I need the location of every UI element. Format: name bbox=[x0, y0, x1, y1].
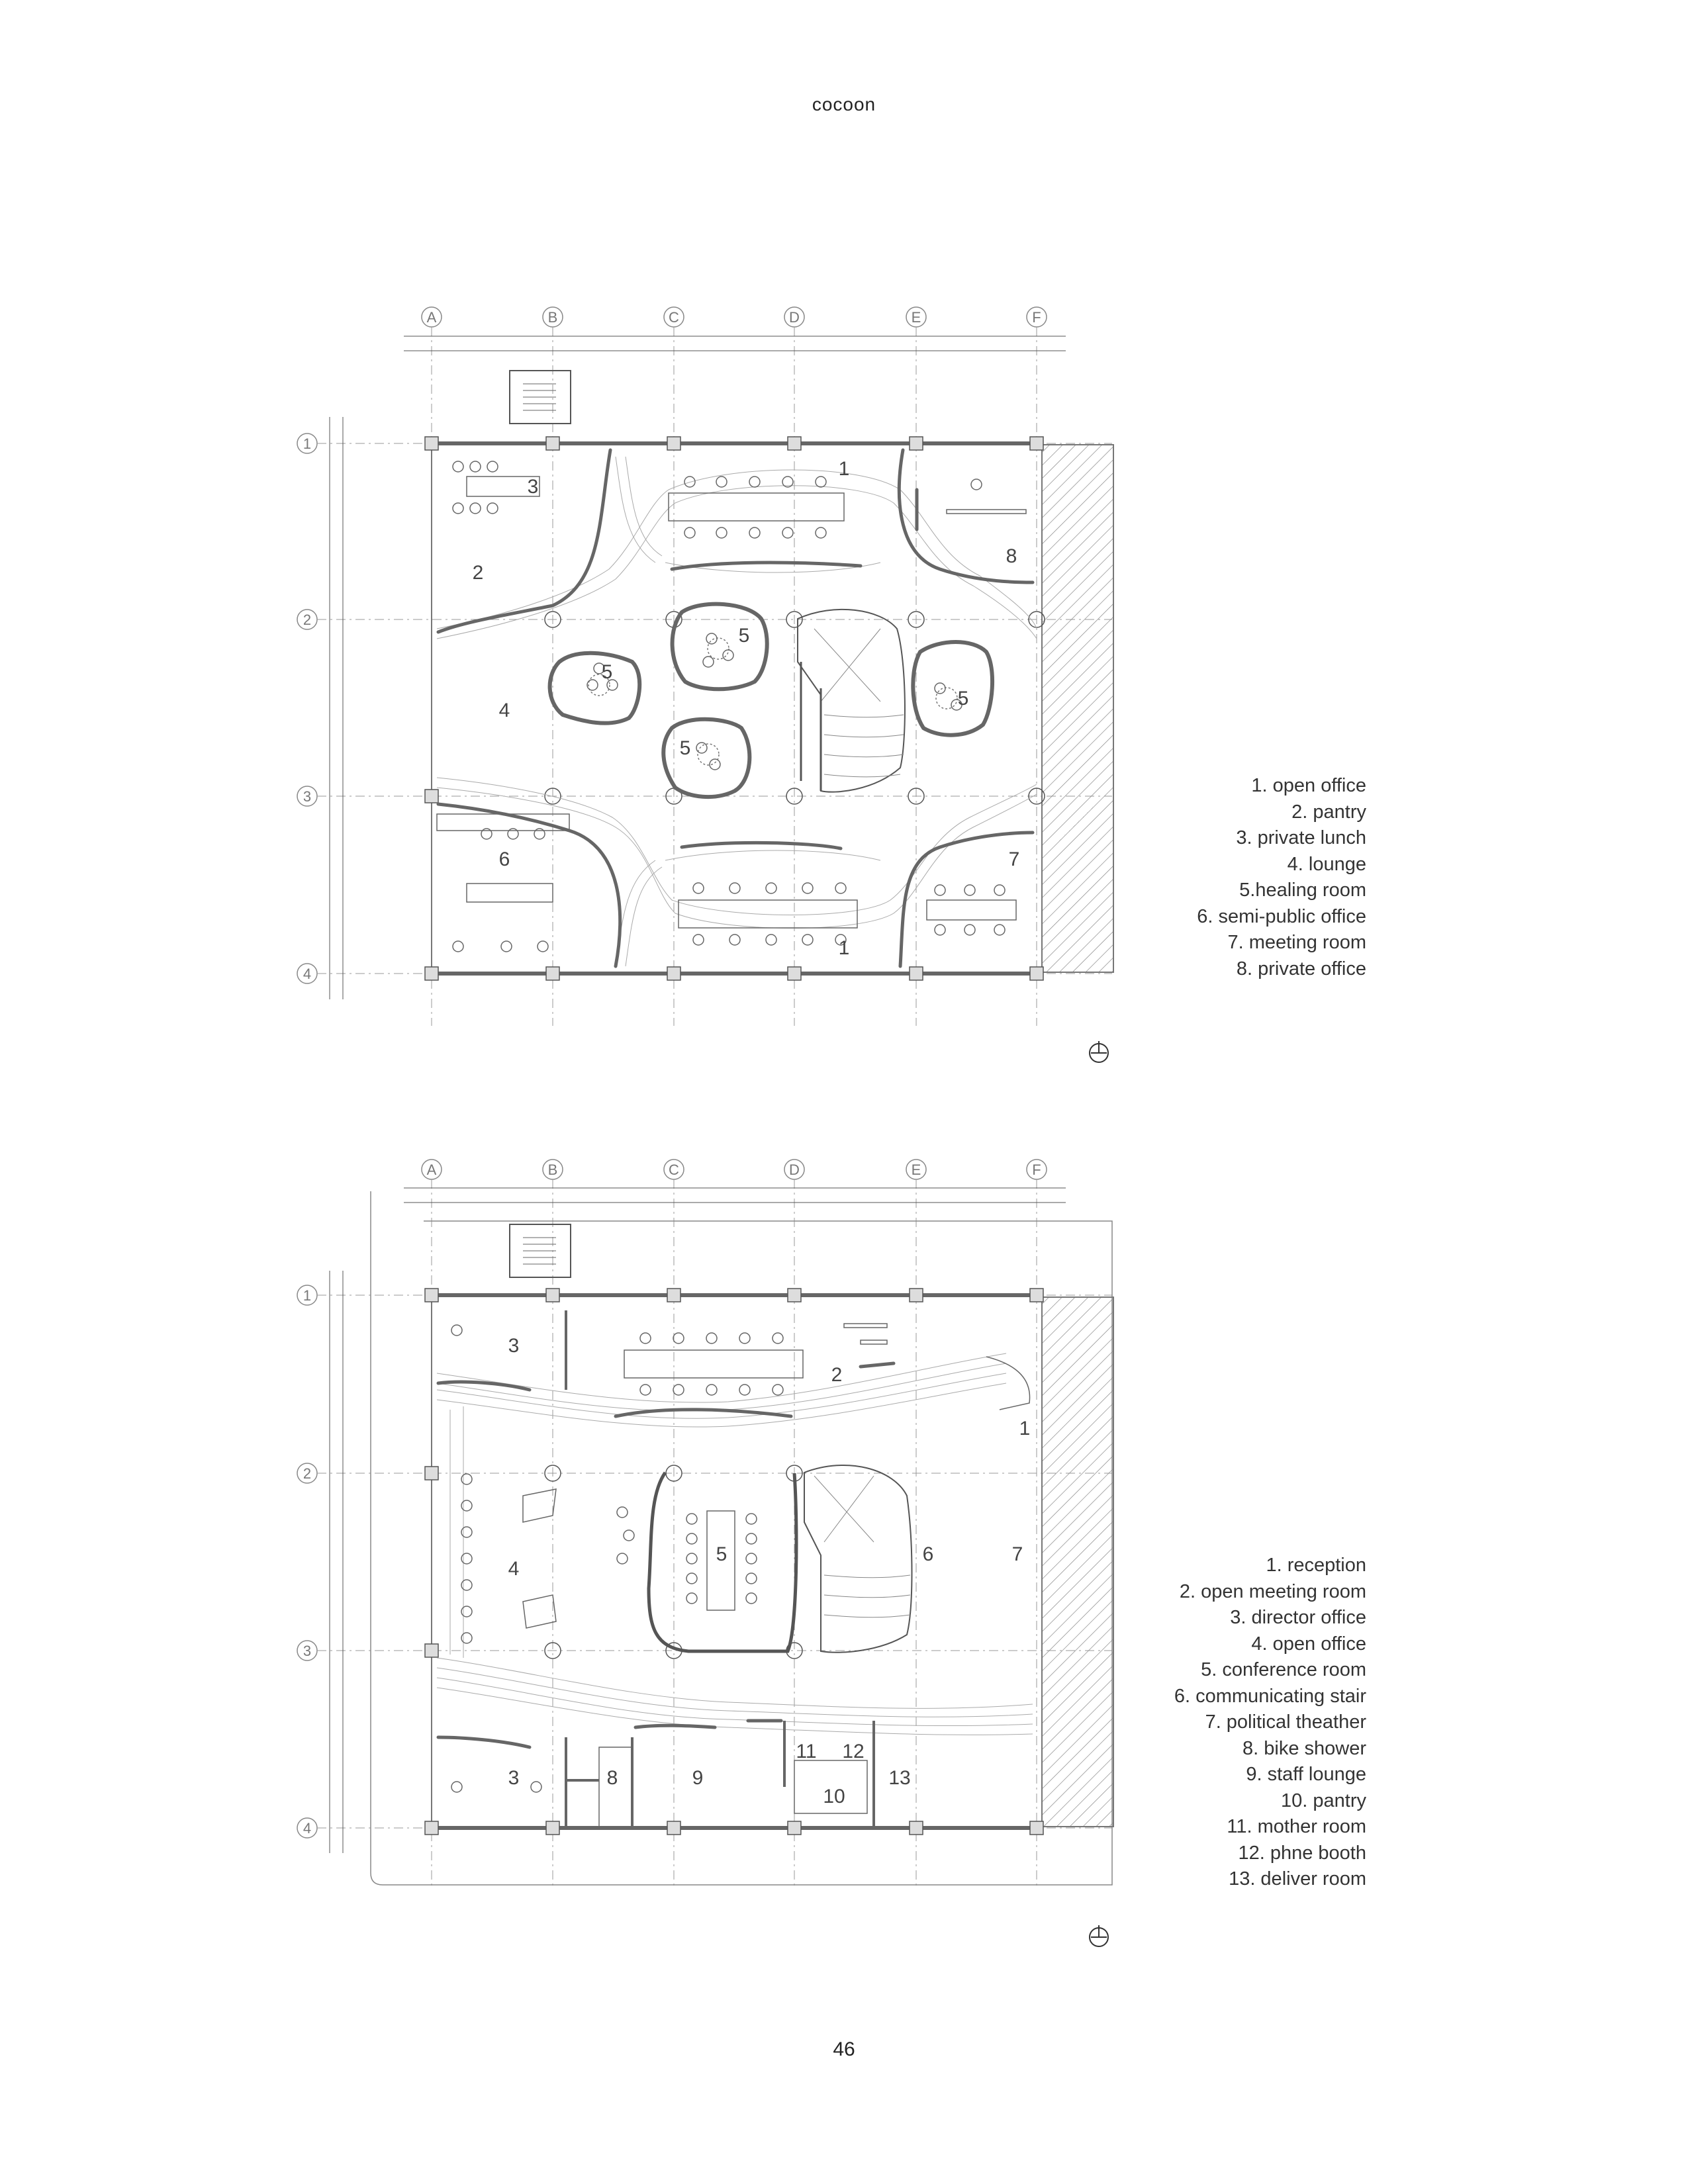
grid-col-f: F bbox=[1032, 309, 1041, 326]
room-label-2: 2 bbox=[831, 1364, 843, 1386]
legend-item: 5.healing room bbox=[1239, 880, 1366, 901]
room-label-3: 3 bbox=[508, 1335, 520, 1357]
room-label-5: 5 bbox=[601, 661, 613, 683]
room-label-1: 1 bbox=[838, 458, 850, 480]
room-label-2: 2 bbox=[472, 562, 484, 584]
legend-item: 4. lounge bbox=[1287, 853, 1366, 875]
room-label-4: 4 bbox=[508, 1558, 520, 1580]
legend-item: 3. private lunch bbox=[1236, 827, 1366, 848]
grid-row-3: 3 bbox=[303, 1643, 312, 1659]
legend-item: 10. pantry bbox=[1281, 1790, 1366, 1811]
room-label-5: 5 bbox=[716, 1543, 727, 1565]
legend-item: 12. phne booth bbox=[1238, 1842, 1366, 1864]
north-arrow-icon bbox=[1090, 1041, 1108, 1062]
legend-item: 6. semi-public office bbox=[1197, 905, 1366, 927]
room-label-7: 7 bbox=[1008, 848, 1020, 870]
grid-row-4: 4 bbox=[303, 1820, 312, 1837]
legend-item: 9. staff lounge bbox=[1246, 1764, 1366, 1785]
legend-item: 3. director office bbox=[1230, 1607, 1366, 1628]
room-label-1: 1 bbox=[1019, 1418, 1031, 1439]
grid-row-4: 4 bbox=[303, 966, 312, 982]
adjacent-building-hatch bbox=[1042, 445, 1113, 972]
grid-row-1: 1 bbox=[303, 1287, 312, 1304]
grid-col-a: A bbox=[426, 1161, 437, 1178]
room-label-3: 3 bbox=[508, 1767, 520, 1789]
legend-plan-2 bbox=[1174, 1553, 1366, 1893]
grid-col-f: F bbox=[1032, 1161, 1041, 1178]
room-label-9: 9 bbox=[692, 1767, 704, 1789]
legend-item: 2. pantry bbox=[1291, 801, 1366, 823]
adjacent-building-hatch bbox=[1042, 1297, 1113, 1827]
page-number: 46 bbox=[833, 2038, 855, 2060]
room-label-5: 5 bbox=[738, 625, 750, 647]
grid-row-1: 1 bbox=[303, 435, 312, 452]
floor-plan-2 bbox=[285, 1152, 1145, 1966]
grid-row-2: 2 bbox=[303, 1465, 312, 1482]
room-label-3: 3 bbox=[527, 476, 539, 498]
room-label-7: 7 bbox=[1011, 1543, 1023, 1565]
floor-plan-1 bbox=[285, 291, 1145, 1072]
room-label-11: 11 bbox=[796, 1741, 817, 1762]
grid-col-b: B bbox=[547, 1161, 558, 1178]
legend-item: 6. communicating stair bbox=[1174, 1685, 1366, 1707]
central-stair bbox=[804, 1465, 912, 1653]
central-stair bbox=[798, 610, 905, 792]
grid-col-d: D bbox=[789, 1161, 800, 1178]
grid-col-a: A bbox=[426, 309, 437, 326]
grid-col-c: C bbox=[669, 309, 679, 326]
legend-item: 11. mother room bbox=[1227, 1816, 1366, 1837]
grid-col-c: C bbox=[669, 1161, 679, 1178]
legend-item: 8. bike shower bbox=[1243, 1737, 1366, 1759]
grid-col-b: B bbox=[547, 309, 558, 326]
legend-item: 2. open meeting room bbox=[1179, 1580, 1366, 1602]
grid-row-2: 2 bbox=[303, 612, 312, 628]
legend-item: 4. open office bbox=[1251, 1633, 1366, 1655]
legend-item: 1. open office bbox=[1251, 775, 1366, 796]
legend-item: 13. deliver room bbox=[1229, 1868, 1366, 1889]
grid-col-e: E bbox=[911, 1161, 921, 1178]
legend-item: 1. reception bbox=[1266, 1555, 1366, 1576]
north-arrow-icon bbox=[1090, 1925, 1108, 1946]
grid-row-3: 3 bbox=[303, 788, 312, 805]
legend-item: 7. political theather bbox=[1205, 1711, 1366, 1733]
page-title: cocoon bbox=[812, 94, 876, 114]
room-label-12: 12 bbox=[842, 1741, 865, 1762]
grid-column-bubbles bbox=[422, 307, 1047, 327]
legend-item: 8. private office bbox=[1236, 958, 1366, 979]
grid-col-d: D bbox=[789, 309, 800, 326]
room-label-5: 5 bbox=[957, 688, 969, 709]
room-label-6: 6 bbox=[498, 848, 510, 870]
room-label-6: 6 bbox=[922, 1543, 934, 1565]
grid-col-e: E bbox=[911, 309, 921, 326]
room-label-13: 13 bbox=[888, 1767, 911, 1789]
room-label-8: 8 bbox=[606, 1767, 618, 1789]
legend-item: 5. conference room bbox=[1201, 1659, 1366, 1680]
legend-item: 7. meeting room bbox=[1227, 932, 1366, 953]
room-label-4: 4 bbox=[498, 700, 510, 721]
room-label-1: 1 bbox=[838, 937, 850, 959]
room-label-10: 10 bbox=[823, 1786, 845, 1807]
legend-plan-1 bbox=[1197, 773, 1366, 982]
room-label-5: 5 bbox=[679, 737, 691, 759]
room-label-8: 8 bbox=[1006, 545, 1017, 567]
